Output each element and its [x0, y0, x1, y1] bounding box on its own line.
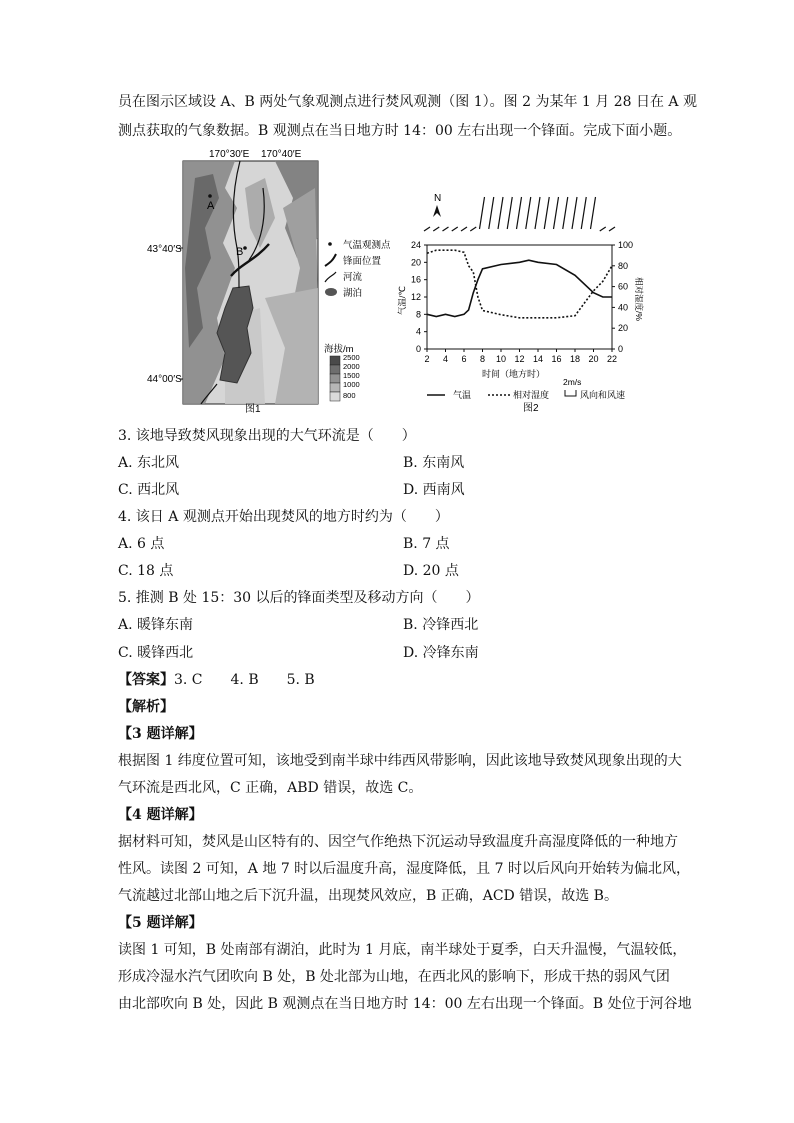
q4-option-b[interactable]: B. 7 点	[403, 536, 450, 552]
speed-label: 2m/s	[563, 377, 582, 387]
lon-label-1: 170°30′E	[209, 149, 250, 160]
x-tick-label: 8	[479, 354, 486, 364]
q5-option-b[interactable]: B. 冷锋西北	[403, 617, 479, 633]
q3-stem: 3. 该地导致焚风现象出现的大气环流是（ ）	[118, 428, 416, 444]
y-left-tick-label: 0	[415, 344, 421, 354]
y-left-tick-label: 20	[410, 257, 421, 268]
temperature-line	[427, 260, 612, 316]
intro-line-1: 员在图示区域设 A、B 两处气象观测点进行焚风观测（图 1）。图 2 为某年 1 月 28 日在 A 观	[118, 94, 697, 110]
wind-barb	[470, 227, 476, 231]
x-tick-label: 14	[532, 354, 544, 364]
detail-4-line-2: 性风。读图 2 可知，A 地 7 时以后温度升高，湿度降低，且 7 时以后风向开始转为偏北风，	[118, 861, 690, 877]
q5-option-a[interactable]: A. 暖锋东南	[118, 617, 194, 633]
plot-frame	[427, 245, 612, 349]
legend-front: 锋面位置	[343, 256, 382, 267]
x-tick-label: 4	[442, 354, 449, 364]
answer-label: 【答案】	[118, 672, 174, 688]
station-a-dot	[208, 194, 212, 198]
lat-label-2: 44°00′S	[147, 374, 182, 385]
x-tick-label: 20	[588, 354, 599, 364]
x-tick-label: 10	[495, 354, 507, 364]
detail-5-line-2: 形成冷湿水汽气团吹向 B 处，B 处北部为山地，在西北风的影响下，形成干热的弱风气团	[118, 969, 670, 985]
legend-lake-icon	[325, 288, 337, 296]
answer-line	[118, 670, 315, 690]
fig1-caption: 图1	[245, 404, 261, 415]
legend-front-icon	[325, 254, 336, 266]
x-tick-label: 6	[461, 354, 467, 364]
analysis-title: 【解析】	[118, 699, 174, 715]
y-right-label: 相对湿度/%	[634, 277, 644, 321]
lat-label-1: 43°40′S	[147, 244, 182, 255]
q4-option-a[interactable]: A. 6 点	[118, 536, 165, 552]
wind-barb	[526, 197, 531, 229]
detail-4-title: 【4 题详解】	[118, 807, 203, 823]
legend-station: 气温观测点	[343, 240, 391, 251]
station-a-label: A	[207, 200, 215, 212]
wind-barb	[600, 227, 606, 231]
q4-stem: 4. 该日 A 观测点开始出现焚风的地方时约为（ ）	[118, 509, 449, 525]
wind-barb	[581, 197, 586, 229]
y-right-tick-label: 20	[618, 323, 629, 334]
elev-title: 海拔/m	[324, 344, 354, 355]
figure-2-chart	[397, 185, 644, 420]
legend-river: 河流	[343, 272, 363, 283]
detail-3-line-1: 根据图 1 纬度位置可知，该地受到南半球中纬西风带影响，因此该地导致焚风现象出现的大	[118, 753, 682, 769]
y-right-tick-label: 80	[618, 260, 629, 271]
y-left-tick-label: 24	[410, 240, 421, 250]
wind-barb	[433, 227, 439, 231]
wind-barb	[517, 197, 522, 229]
detail-3-title: 【3 题详解】	[118, 726, 203, 742]
wind-barb	[554, 197, 559, 229]
elev-level-1: 2500	[343, 353, 360, 362]
x-tick-label: 12	[514, 354, 525, 364]
wind-barb	[443, 227, 449, 231]
q5-option-c[interactable]: C. 暖锋西北	[118, 645, 194, 661]
north-arrow-icon	[433, 205, 441, 217]
y-right-tick-label: 60	[618, 281, 629, 292]
x-axis-label: 时间（地方时）	[482, 369, 546, 379]
y-left-tick-label: 16	[410, 274, 421, 285]
fig2-caption: 图2	[523, 403, 539, 414]
wind-barb	[535, 197, 540, 229]
q4-option-d[interactable]: D. 20 点	[403, 563, 459, 579]
legend-wind: 风向和风速	[580, 390, 626, 400]
x-tick-label: 16	[551, 354, 562, 364]
legend-river-icon	[325, 272, 336, 282]
wind-barb	[480, 197, 485, 229]
north-label: N	[434, 193, 442, 204]
wind-barbs	[424, 197, 615, 231]
y-left-tick-label: 12	[410, 292, 421, 302]
q3-option-c[interactable]: C. 西北风	[118, 482, 180, 498]
q3-option-b[interactable]: B. 东南风	[403, 455, 465, 471]
detail-5-title: 【5 题详解】	[118, 915, 203, 931]
wind-barb	[591, 197, 596, 229]
x-tick-label: 2	[424, 354, 430, 364]
station-b-dot	[243, 246, 247, 250]
y-left-ticks	[411, 240, 427, 354]
y-left-tick-label: 4	[415, 326, 421, 337]
answer-text: 3. C 4. B 5. B	[174, 672, 315, 688]
q5-stem: 5. 推测 B 处 15：30 以后的锋面类型及移动方向（ ）	[118, 590, 480, 606]
y-left-tick-label: 8	[415, 309, 421, 320]
x-tick-label: 18	[569, 354, 581, 364]
legend-wind-icon	[565, 390, 576, 396]
elev-level-2: 2000	[343, 362, 360, 371]
lon-label-2: 170°40′E	[261, 149, 302, 160]
wind-barb	[563, 197, 568, 229]
y-right-tick-label: 40	[618, 302, 629, 313]
legend-hum: 相对湿度	[513, 390, 550, 400]
detail-3-line-2: 气环流是西北风，C 正确，ABD 错误，故选 C。	[118, 780, 423, 796]
q4-option-c[interactable]: C. 18 点	[118, 563, 174, 579]
y-left-label: 气温/℃	[397, 286, 407, 315]
legend-station-icon	[328, 242, 332, 246]
q5-option-d[interactable]: D. 冷锋东南	[403, 645, 479, 661]
wind-barb	[498, 197, 503, 229]
detail-5-line-3: 由北部吹向 B 处，因此 B 观测点在当日地方时 14：00 左右出现一个锋面。B 处位于河谷地	[118, 996, 692, 1012]
wind-barb	[507, 197, 512, 229]
wind-barb	[424, 227, 430, 231]
legend-temp: 气温	[453, 390, 472, 400]
q3-option-d[interactable]: D. 西南风	[403, 482, 465, 498]
q3-option-a[interactable]: A. 东北风	[118, 455, 180, 471]
wind-barb	[544, 197, 549, 229]
elev-level-4: 1000	[343, 380, 360, 389]
y-right-tick-label: 0	[618, 344, 624, 354]
y-right-ticks	[612, 240, 633, 354]
station-b-label: B	[236, 246, 244, 258]
y-right-tick-label: 100	[618, 240, 634, 250]
legend-lake: 湖泊	[343, 288, 363, 299]
wind-barb	[572, 197, 577, 229]
wind-barb	[452, 227, 458, 231]
detail-5-line-1: 读图 1 可知，B 处南部有湖泊，此时为 1 月底，南半球处于夏季，白天升温慢，气温较低，	[118, 942, 687, 958]
wind-barb	[609, 227, 615, 231]
detail-4-line-3: 气流越过北部山地之后下沉升温，出现焚风效应，B 正确，ACD 错误，故选 B。	[118, 888, 618, 904]
elev-level-3: 1500	[343, 371, 360, 380]
intro-line-2: 测点获取的气象数据。B 观测点在当日地方时 14：00 左右出现一个锋面。完成下面小题。	[118, 123, 682, 139]
detail-4-line-1: 据材料可知，焚风是山区特有的、因空气作绝热下沉运动导致温度升高湿度降低的一种地方	[118, 834, 678, 850]
x-tick-label: 22	[606, 354, 618, 364]
elev-level-5: 800	[343, 391, 356, 400]
x-ticks	[424, 349, 617, 364]
wind-barb	[461, 227, 467, 231]
wind-barb	[489, 197, 494, 229]
